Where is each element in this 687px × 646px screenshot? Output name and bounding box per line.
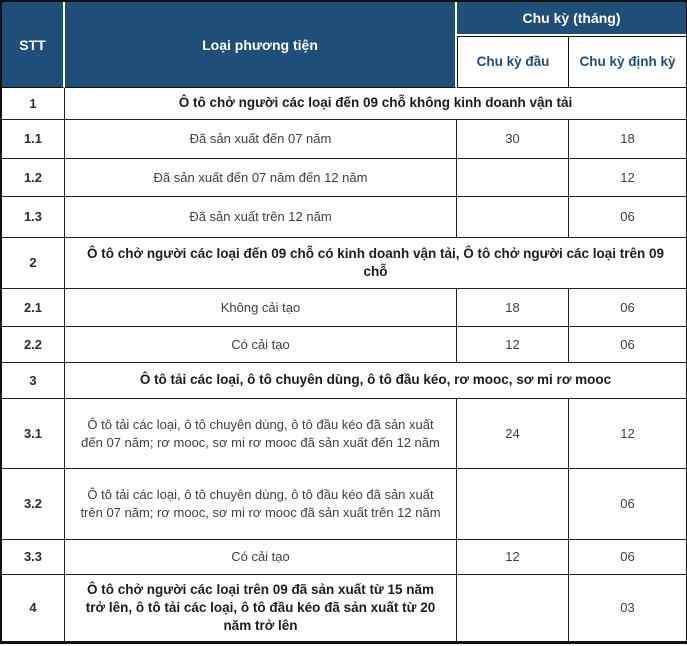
- vehicle-type-cell: Ô tô chở người các loại đến 09 chỗ có kinh doanh vận tải, Ô tô chở người các loại trên 09 chỗ: [65, 238, 686, 289]
- table-row-3-2: [2, 469, 686, 540]
- vehicle-type-cell: Đã sản xuất trên 12 năm: [65, 197, 457, 238]
- stt-cell: 3.3: [2, 540, 65, 575]
- first-cycle-cell: 30: [457, 120, 569, 159]
- table-row-3-3: [2, 540, 686, 575]
- table-row-1-1: [2, 120, 686, 159]
- table-row-1: [2, 88, 686, 120]
- header-first-cycle: Chu kỳ đầu: [457, 36, 569, 88]
- stt-cell: 3.1: [2, 399, 65, 469]
- stt-cell: 1.3: [2, 197, 65, 238]
- first-cycle-cell: [457, 159, 569, 197]
- periodic-cycle-cell: 12: [569, 159, 686, 197]
- stt-cell: 3: [2, 363, 65, 399]
- vehicle-type-cell: Ô tô tải các loại, ô tô chuyên dùng, ô tô đầu kéo, rơ mooc, sơ mi rơ mooc: [65, 363, 686, 399]
- periodic-cycle-cell: 18: [569, 120, 686, 159]
- header-stt: STT: [2, 2, 65, 88]
- vehicle-type-cell: Ô tô tải các loại, ô tô chuyên dùng, ô tô đầu kéo đã sản xuất trên 07 năm; rơ mooc, sơ mi rơ mooc đã sản xuất trên 12 năm: [65, 469, 457, 540]
- table-row-3-1: [2, 399, 686, 469]
- stt-cell: 3.2: [2, 469, 65, 540]
- vehicle-type-cell: Ô tô chở người các loại đến 09 chỗ không kinh doanh vận tải: [65, 88, 686, 120]
- table-row-1-3: [2, 197, 686, 238]
- vehicle-type-cell: Có cải tạo: [65, 540, 457, 575]
- stt-cell: 4: [2, 575, 65, 641]
- first-cycle-cell: [457, 197, 569, 238]
- stt-cell: 1.1: [2, 120, 65, 159]
- vehicle-type-cell: Có cải tạo: [65, 327, 457, 363]
- table-row-2-1: [2, 289, 686, 327]
- first-cycle-cell: 12: [457, 540, 569, 575]
- table-body: [2, 88, 686, 641]
- periodic-cycle-cell: 12: [569, 399, 686, 469]
- periodic-cycle-cell: 06: [569, 469, 686, 540]
- table-row-2-2: [2, 327, 686, 363]
- first-cycle-cell: 18: [457, 289, 569, 327]
- header-periodic-cycle: Chu kỳ định kỳ: [569, 36, 686, 88]
- periodic-cycle-cell: 06: [569, 540, 686, 575]
- vehicle-type-cell: Đã sản xuất đến 07 năm: [65, 120, 457, 159]
- header-cycle-group: Chu kỳ (tháng): [457, 2, 686, 36]
- stt-cell: 2.2: [2, 327, 65, 363]
- first-cycle-cell: 24: [457, 399, 569, 469]
- header-row-top: [2, 2, 686, 36]
- table-header: [2, 2, 686, 88]
- first-cycle-cell: [457, 575, 569, 641]
- stt-cell: 2.1: [2, 289, 65, 327]
- table-row-4: [2, 575, 686, 641]
- periodic-cycle-cell: 06: [569, 327, 686, 363]
- vehicle-type-cell: Không cải tạo: [65, 289, 457, 327]
- periodic-cycle-cell: 06: [569, 197, 686, 238]
- periodic-cycle-cell: 06: [569, 289, 686, 327]
- table-row-1-2: [2, 159, 686, 197]
- stt-cell: 1: [2, 88, 65, 120]
- periodic-cycle-cell: 03: [569, 575, 686, 641]
- first-cycle-cell: [457, 469, 569, 540]
- table-row-2: [2, 238, 686, 289]
- stt-cell: 2: [2, 238, 65, 289]
- vehicle-type-cell: Đã sản xuất đến 07 năm đến 12 năm: [65, 159, 457, 197]
- stt-cell: 1.2: [2, 159, 65, 197]
- vehicle-type-cell: Ô tô tải các loại, ô tô chuyên dùng, ô tô đầu kéo đã sản xuất đến 07 năm; rơ mooc, sơ mi rơ mooc đã sản xuất đến 12 năm: [65, 399, 457, 469]
- table-row-3: [2, 363, 686, 399]
- first-cycle-cell: 12: [457, 327, 569, 363]
- vehicle-type-cell: Ô tô chở người các loại trên 09 đã sản xuất từ 15 năm trở lên, ô tô tải các loại, ô tô đầu kéo đã sản xuất từ 20 năm trở lên: [65, 575, 457, 641]
- header-vehicle-type: Loại phương tiện: [65, 2, 457, 88]
